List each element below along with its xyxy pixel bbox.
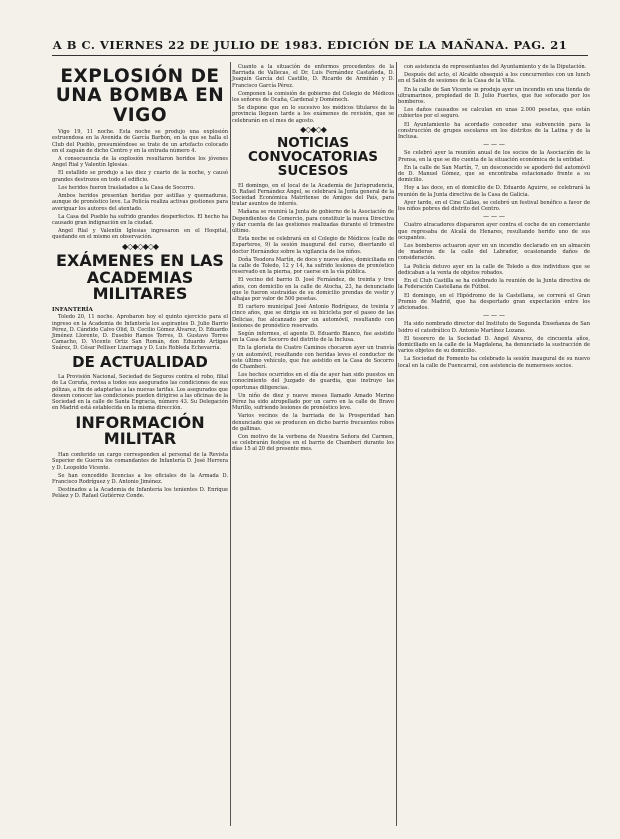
article-paragraph: Ha sido nombrado director del Instituto de Segunda Enseñanza de San Isidro el catedrático D. Antonio Martínez Lozano. bbox=[398, 321, 590, 334]
article-paragraph: La Sociedad de Fomento ha celebrado la sesión inaugural de su nuevo local en la calle de Fuencarral, con asistencia de numerosos socios. bbox=[398, 356, 590, 369]
column-2 bbox=[232, 64, 394, 455]
separator-dashes: — — — bbox=[483, 312, 505, 320]
article-paragraph: La Policía detuvo ayer en la calle de Toledo a dos individuos que se dedicaban a la venta de objetos robados. bbox=[398, 263, 590, 276]
article-paragraph: Un niño de diez y nueve meses llamado Amado Merino Pérez ha sido atropellado por un carro en la calle de Bravo Murillo, sufriendo lesiones de pronóstico leve. bbox=[232, 392, 394, 412]
column-3 bbox=[398, 64, 590, 371]
headline-actualidad: DE ACTUALIDAD bbox=[72, 352, 208, 371]
headline-noticias: NOTICIAS CONVOCATORIAS SUCESOS bbox=[248, 135, 378, 180]
article-paragraph: con asistencia de representantes del Ayuntamiento y de la Diputación. bbox=[404, 64, 587, 70]
article-paragraph: Se dispone que en lo sucesivo los médicos titulares de la provincia lleguen tarde a los exámenes de revisión, que se celebrarán en el mes de agosto. bbox=[232, 105, 394, 124]
article-paragraph: El estallido se produjo a las diez y cuarto de la noche, y causó grandes destrozos en todo el edificio. bbox=[52, 170, 228, 183]
article-paragraph: Cuanto a la situación de enfermos procedentes de la Barriada de Vallecas, el Dr. Luis Fernández Castañeda, D. Joaquín García del Castillo, D. Ricardo de Armiñán y D. Francisco García Pérez. bbox=[232, 64, 394, 89]
headline-explosion: EXPLOSIÓN DE UNA BOMBA EN VIGO bbox=[55, 66, 225, 126]
separator-dashes: — — — bbox=[483, 213, 505, 221]
article-paragraph: Los heridos fueron trasladados a la Casa de Socorro. bbox=[58, 184, 195, 191]
article-paragraph: En la calle de San Martín, 7, un desconocido se apoderó del automóvil de D. Manuel Gómez, que se encontraba estacionado frente a su domicilio. bbox=[398, 164, 590, 184]
article-paragraph: Mañana se reunirá la Junta de gobierno de la Asociación de Dependientes de Comercio, para constituir la nueva Directiva y dar cuenta de las gestiones realizadas durante el trimestre último. bbox=[232, 209, 394, 234]
article-paragraph: Según informes, el agente D. Eduardo Blanco, fue asistido en la Casa de Socorro del distrito de la Inclusa. bbox=[232, 331, 394, 344]
article-paragraph: Los bomberos actuaron ayer en un incendio declarado en un almacén de maderas de la calle del Labrador, ocasionando daños de consideración. bbox=[398, 243, 590, 262]
article-paragraph: Esta noche se celebrará en el Colegio de Médicos (calle de Esparteros, 9) la sesión inaugural del curso, disertando el doctor Hernández sobre la vigilancia de los niños. bbox=[232, 236, 394, 255]
article-paragraph: El domingo, en el local de la Academia de Jurisprudencia, D. Rafael Fernández Ángel, se celebrará la Junta general de la Sociedad Económica Matritense de Amigos del País, para tratar asuntos de interés. bbox=[232, 182, 394, 208]
column-divider-2 bbox=[396, 62, 397, 826]
article-paragraph: Doña Teodora Martín, de doce y nueve años, domiciliada en la calle de Toledo, 12 y 14, ha sufrido lesiones de pronóstico reservado en la pierna, por caerse en la vía pública. bbox=[232, 256, 394, 276]
headline-examenes: EXÁMENES EN LAS ACADEMIAS MILITARES bbox=[56, 250, 224, 304]
ornament-divider: ◆◇◆◇◆◇◆ bbox=[121, 241, 159, 251]
article-paragraph: Varios vecinos de la barriada de la Prosperidad han denunciado que se producen en dicho barrio frecuentes robos de gallinas. bbox=[232, 413, 394, 432]
article-paragraph: Ambos heridos presentan heridas por astillas y quemaduras, aunque de pronóstico leve. La Policía realiza activas gestiones para averiguar los autores del atentado. bbox=[52, 193, 228, 212]
article-paragraph: El domingo, en el Hipódromo de la Castellana, se correrá el Gran Premio de Madrid, que ha despertado gran expectación entre los aficionados. bbox=[398, 292, 590, 311]
article-paragraph: Destinados a la Academia de Infantería los tenientes D. Enrique Peláez y D. Rafael Gutiérrez Conde. bbox=[52, 487, 228, 500]
article-paragraph: Toledo 20, 11 noche. Aprobaron hoy el quinto ejercicio para el ingreso en la Academia de Infantería los aspirantes D. Julio Barrio Pérez, D. Cándido Calvo Olid, D. Cecilio Gómez Álvarez, D. Eduardo Jiménez Llorente, D. Eusebio Ramos Torres, D. Gustavo Torres Camacho, D. Vicente Ortiz San Román, don Eduardo Artigas Suárez, D. César Pelliser Lizarraga y D. Luis Robleda Echevarría. bbox=[52, 314, 228, 352]
article-paragraph: El Ayuntamiento ha acordado conceder una subvención para la construcción de grupos escolares en los distritos de la Latina y de la Inclusa. bbox=[398, 121, 590, 141]
article-paragraph: Cuatro atracadores dispararon ayer contra el coche de un comerciante que regresaba de Alcalá de Henares, resultando herido uno de sus ocupantes. bbox=[398, 222, 590, 241]
article-paragraph: Han conferido un cargo corresponden al personal de la Revista Superior de Guerra los comandantes de Infantería D. José Herrera y D. Leopoldo Vicente. bbox=[52, 452, 228, 471]
ornament-divider: ◆◇◆◇◆ bbox=[300, 124, 326, 134]
headline-informacion-militar: INFORMACIÓN MILITAR bbox=[75, 412, 205, 449]
article-paragraph: En el Club Castilla se ha celebrado la reunión de la Junta directiva de la Federación Castellana de Fútbol. bbox=[398, 278, 590, 291]
article-paragraph: A consecuencia de la explosión resultaron heridos los jóvenes Angel Rial y Valentín Iglesias. bbox=[52, 156, 228, 169]
article-paragraph: Vigo 19, 11 noche. Esta noche se produjo una explosión estruendosa en la Avenida de García Barbón, en la que se halla el Club del Pueblo, presumiéndose se trate de un artefacto colocado en el zaguán de dicho Centro y en la entrada número 4. bbox=[52, 129, 228, 154]
article-paragraph: Los hechos ocurridos en el día de ayer han sido puestos en conocimiento del Juzgado de guardia, que instruye las oportunas diligencias. bbox=[232, 372, 394, 391]
article-paragraph: El vecino del barrio D. José Fernández, de treinta y tres años, con domicilio en la calle de Atocha, 23, ha denunciado que le fueron sustraídas de su domicilio prendas de vestir y alhajas por valor de 500 pesetas. bbox=[232, 277, 394, 302]
article-paragraph: Componen la comisión de gobierno del Colegio de Médicos los señores de Ocaña, Cardenal y Doménech. bbox=[232, 90, 394, 104]
article-paragraph: Hoy a las doce, en el domicilio de D. Eduardo Aguirre, se celebrará la reunión de la Junta directiva de la Casa de Galicia. bbox=[398, 185, 590, 198]
article-paragraph: Se celebró ayer la reunión anual de los socios de la Asociación de la Prensa, en la que se dio cuenta de la situación económica de la entidad. bbox=[398, 150, 590, 163]
article-paragraph: El tesorero de la Sociedad D. Angel Alvarez, de cincuenta años, domiciliado en la calle de la Magdalena, ha denunciado la sustracción de varios objetos de su domicilio. bbox=[398, 335, 590, 355]
article-paragraph: En la calle de San Vicente se produjo ayer un incendio en una tienda de ultramarinos, propiedad de D. Julio Fuertes, que fue sofocado por los bomberos. bbox=[398, 86, 590, 106]
article-paragraph: Con motivo de la verbena de Nuestra Señora del Carmen, se celebrarán festejos en el barrio de Chamberí durante los días 15 al 20 del presente mes. bbox=[232, 434, 394, 453]
article-paragraph: Se han concedido licencias a los oficiales de la Armada D. Francisco Rodríguez y D. Antonio Jiménez. bbox=[52, 472, 228, 485]
article-paragraph: Después del acto, el Alcalde obsequió a los concurrentes con un lunch en el Salón de sesiones de la Casa de la Villa. bbox=[398, 72, 590, 85]
column-divider-1 bbox=[230, 62, 231, 826]
separator-dashes: — — — bbox=[483, 141, 505, 149]
article-paragraph: Angel Rial y Valentín Iglesias ingresaron en el Hospital, quedando en el mismo en observación. bbox=[52, 228, 228, 241]
article-paragraph: Ayer tarde, en el Cine Callao, se celebró un festival benéfico a favor de los niños pobres del distrito del Centro. bbox=[398, 199, 590, 213]
header-rule bbox=[52, 55, 588, 56]
article-paragraph: Los daños causados se calculan en unas 2.000 pesetas, que están cubiertos por el seguro. bbox=[398, 107, 590, 120]
article-paragraph: La Casa del Pueblo ha sufrido grandes desperfectos. El hecho ha causado gran indignación en la ciudad. bbox=[52, 213, 228, 226]
article-paragraph: El cartero municipal José Antonio Rodríguez, de treinta y cinco años, que se dirigía en su bicicleta por el paseo de las Delicias, fue alcanzado por un automóvil, resultando con lesiones de pronóstico reservado. bbox=[232, 304, 394, 329]
article-paragraph: En la glorieta de Cuatro Caminos chocaron ayer un tranvía y un automóvil, resultando con heridas leves el conductor de este último vehículo, que fue asistido en la Casa de Socorro de Chamberí. bbox=[232, 345, 394, 371]
article-paragraph: La Provisión Nacional, Sociedad de Seguros contra el robo, filial de La Coruña, revisa a todos sus asegurados las condiciones de sus pólizas, a fin de adaptarlas a las nuevas tarifas. Los asegurados que deseen conocer las condiciones pueden dirigirse a las oficinas de la Sociedad en la calle de Santa Engracia, número 43. Su Delegación en Madrid está establecida en la misma dirección. bbox=[52, 374, 228, 412]
page-header: A B C. VIERNES 22 DE JULIO DE 1983. EDICIÓN DE LA MAÑANA. PAG. 21 bbox=[52, 38, 568, 52]
column-1 bbox=[52, 64, 228, 502]
section-subheading: INFANTERÍA bbox=[52, 307, 93, 314]
